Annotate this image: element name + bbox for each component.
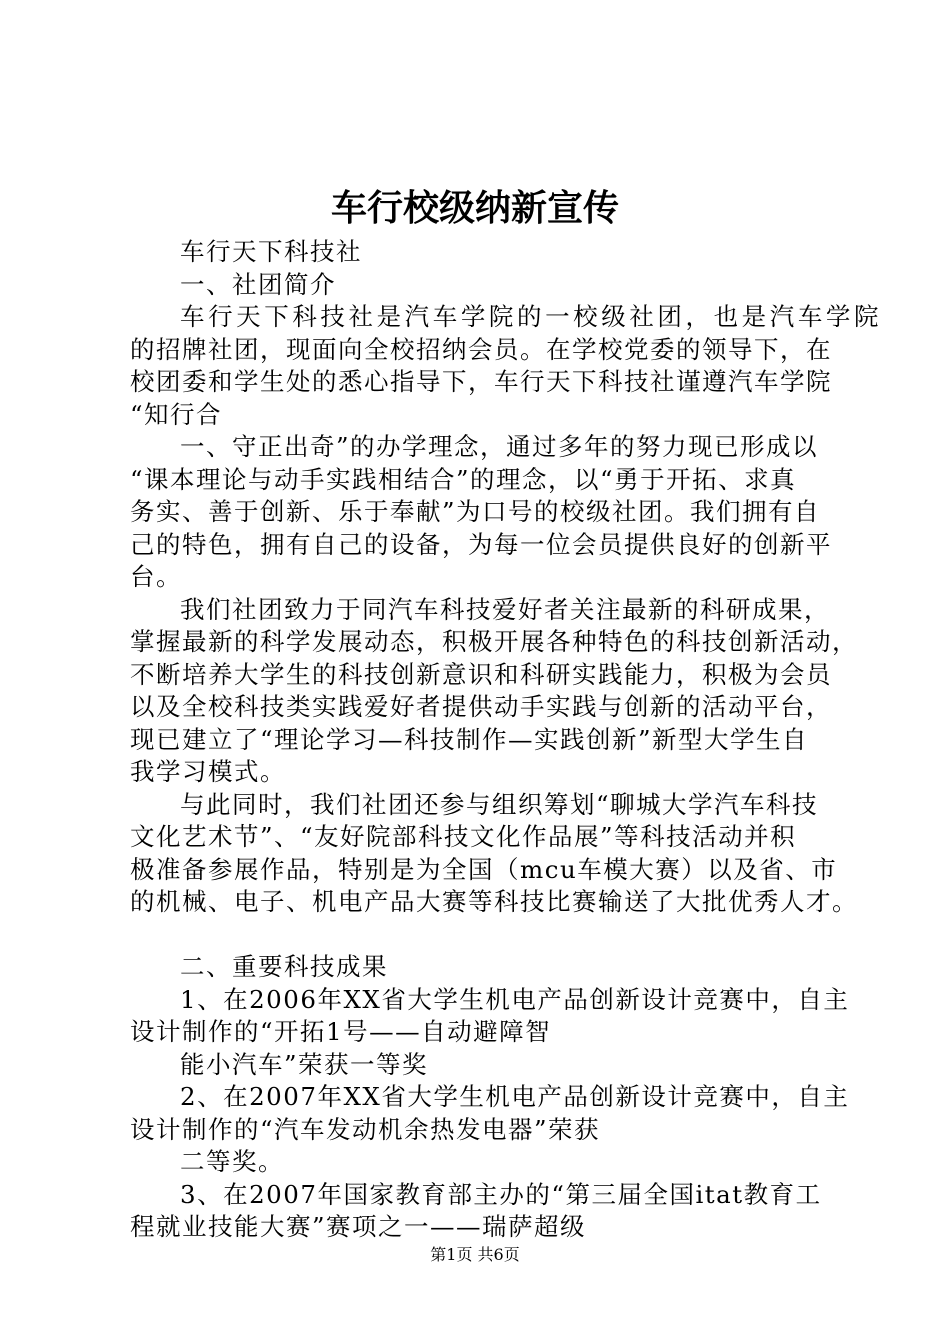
text-line: 与此同时，我们社团还参与组织筹划“聊城大学汽车科技 — [180, 789, 819, 819]
text-line: 文化艺术节”、“友好院部科技文化作品展”等科技活动并积 — [130, 822, 797, 851]
section-heading: 二、重要科技成果 — [180, 952, 388, 981]
text-line: “课本理论与动手实践相结合”的理念，以“勇于开拓、求真 — [130, 464, 797, 494]
text-line: 极准备参展作品，特别是为全国（mcu车模大赛）以及省、市 — [130, 854, 838, 884]
text-line: 己的特色，拥有自己的设备，为每一位会员提供良好的创新平 — [130, 529, 832, 559]
text-line: 设计制作的“汽车发动机余热发电器”荣获 — [130, 1114, 601, 1144]
text-line: 以及全校科技类实践爱好者提供动手实践与创新的活动平台， — [130, 692, 832, 721]
text-line: 务实、善于创新、乐于奉献”为口号的校级社团。我们拥有自 — [130, 497, 821, 526]
text-line: 掌握最新的科学发展动态，积极开展各种特色的科技创新活动， — [130, 627, 858, 656]
text-line: 不断培养大学生的科技创新意识和科研实践能力，积极为会员 — [130, 659, 832, 689]
text-line: 3、在2007年国家教育部主办的“第三届全国itat教育工 — [180, 1179, 822, 1209]
page-footer: 第1页 共6页 — [430, 1245, 520, 1264]
text-line: 的机械、电子、机电产品大赛等科技比赛输送了大批优秀人才。 — [130, 887, 858, 916]
text-line: 2、在2007年XX省大学生机电产品创新设计竞赛中，自主 — [180, 1082, 850, 1111]
blank-line — [130, 919, 850, 952]
document-body — [130, 236, 880, 1244]
text-line: “知行合 — [130, 399, 223, 429]
text-line: 设计制作的“开拓1号——自动避障智 — [130, 1017, 552, 1046]
text-line: 校团委和学生处的悉心指导下，车行天下科技社谨遵汽车学院 — [130, 367, 832, 396]
text-line: 我学习模式。 — [130, 757, 286, 786]
text-line: 的招牌社团，现面向全校招纳会员。在学校党委的领导下，在 — [130, 334, 832, 364]
text-line: 车行天下科技社 — [180, 237, 362, 266]
text-line: 程就业技能大赛”赛项之一——瑞萨超级 — [130, 1212, 587, 1241]
text-line: 车行天下科技社是汽车学院的一校级社团，也是汽车学院 — [180, 302, 880, 331]
text-line: 一、守正出奇”的办学理念，通过多年的努力现已形成以 — [180, 432, 819, 461]
text-line: 二等奖。 — [180, 1147, 284, 1176]
section-heading: 一、社团简介 — [180, 269, 336, 299]
text-line: 能小汽车”荣获一等奖 — [180, 1049, 429, 1079]
document-title: 车行校级纳新宣传 — [330, 187, 619, 229]
text-line: 我们社团致力于同汽车科技爱好者关注最新的科研成果， — [180, 594, 830, 624]
text-line: 台。 — [130, 562, 182, 591]
text-line: 1、在2006年XX省大学生机电产品创新设计竞赛中，自主 — [180, 984, 850, 1014]
text-line: 现已建立了“理论学习—科技制作—实践创新”新型大学生自 — [130, 724, 809, 754]
